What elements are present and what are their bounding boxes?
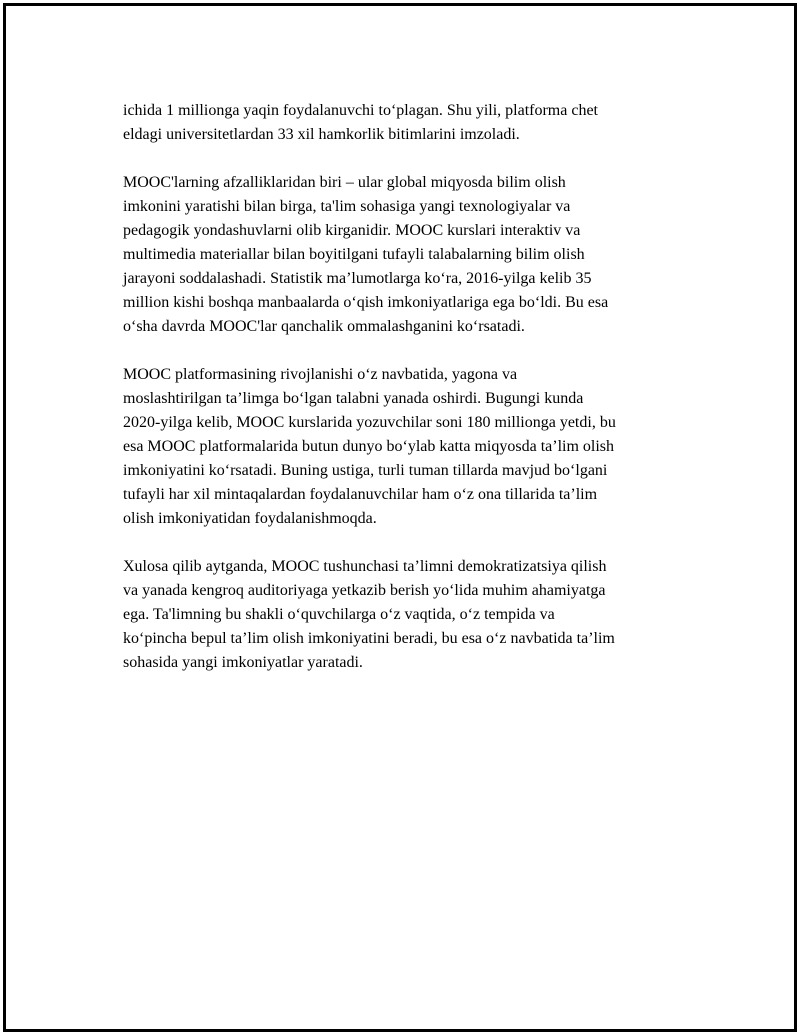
text-line: pedagogik yondashuvlarni olib kirganidir. MOOC kurslari interaktiv va xyxy=(123,222,581,239)
text-line: imkonini yaratishi bilan birga, ta'lim sohasiga yangi texnologiyalar va xyxy=(123,198,571,215)
text-line: MOOC'larning afzalliklaridan biri – ular global miqyosda bilim olish xyxy=(123,174,566,191)
paragraph-4 xyxy=(123,555,703,675)
text-line: eldagi universitetlardan 33 xil hamkorlik bitimlarini imzoladi. xyxy=(123,126,520,143)
document-body xyxy=(123,99,703,699)
text-line: tufayli har xil mintaqalardan foydalanuvchilar ham oʻz ona tillarida ta’lim xyxy=(123,486,598,503)
text-line: jarayoni soddalashadi. Statistik ma’lumotlarga koʻra, 2016-yilga kelib 35 xyxy=(123,270,592,287)
text-line: million kishi boshqa manbaalarda oʻqish imkoniyatlariga ega boʻldi. Bu esa xyxy=(123,294,609,311)
text-line: ichida 1 millionga yaqin foydalanuvchi toʻplagan. Shu yili, platforma chet xyxy=(123,102,598,119)
paragraph-1 xyxy=(123,99,703,147)
text-line: multimedia materiallar bilan boyitilgani tufayli talabalarning bilim olish xyxy=(123,246,585,263)
page-frame xyxy=(3,3,797,1032)
text-line: sohasida yangi imkoniyatlar yaratadi. xyxy=(123,654,363,671)
text-line: oʻsha davrda MOOC'lar qanchalik ommalashganini koʻrsatadi. xyxy=(123,318,525,335)
text-line: imkoniyatini koʻrsatadi. Buning ustiga, turli tuman tillarda mavjud boʻlgani xyxy=(123,462,608,479)
text-line: moslashtirilgan ta’limga boʻlgan talabni yanada oshirdi. Bugungi kunda xyxy=(123,390,584,407)
text-line: 2020-yilga kelib, MOOC kurslarida yozuvchilar soni 180 millionga yetdi, bu xyxy=(123,414,616,431)
text-line: Xulosa qilib aytganda, MOOC tushunchasi ta’limni demokratizatsiya qilish xyxy=(123,558,607,575)
text-line: olish imkoniyatidan foydalanishmoqda. xyxy=(123,510,377,527)
text-line: ega. Ta'limning bu shakli oʻquvchilarga oʻz vaqtida, oʻz tempida va xyxy=(123,606,555,623)
paragraph-2 xyxy=(123,171,703,339)
text-line: koʻpincha bepul ta’lim olish imkoniyatini beradi, bu esa oʻz navbatida ta’lim xyxy=(123,630,615,647)
text-line: va yanada kengroq auditoriyaga yetkazib berish yoʻlida muhim ahamiyatga xyxy=(123,582,606,599)
text-line: esa MOOC platformalarida butun dunyo boʻylab katta miqyosda ta’lim olish xyxy=(123,438,615,455)
text-line: MOOC platformasining rivojlanishi oʻz navbatida, yagona va xyxy=(123,366,518,383)
paragraph-3 xyxy=(123,363,703,531)
